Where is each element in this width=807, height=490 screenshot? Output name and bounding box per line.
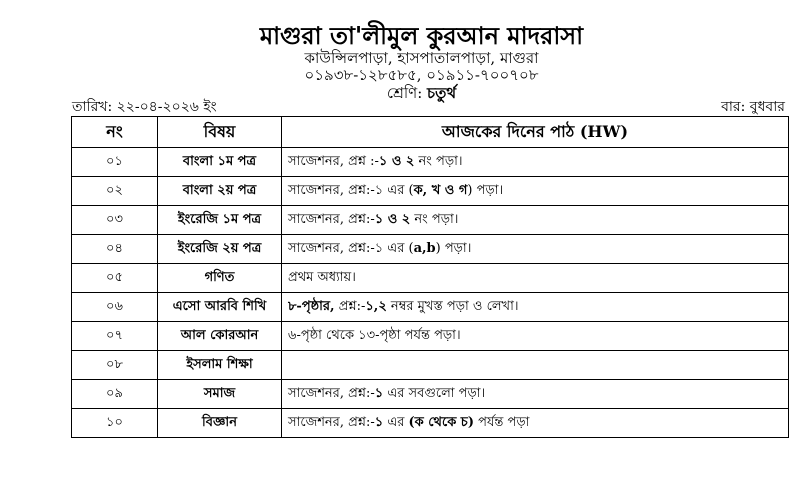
homework-text-segment: ১ [374, 385, 384, 401]
row-number: ০৬ [72, 293, 158, 322]
row-number: ০৮ [72, 351, 158, 380]
subject-cell: গণিত [158, 264, 282, 293]
homework-text-segment: নং পড়া। [414, 153, 463, 169]
homework-cell [282, 177, 789, 206]
homework-text-segment: সাজেশনর, প্রশ্ন:-১ এর ( [288, 182, 414, 198]
row-number: ০৩ [72, 206, 158, 235]
homework-cell [282, 293, 789, 322]
subject-cell: সমাজ [158, 380, 282, 409]
table-row [72, 409, 789, 438]
homework-text-segment: ১ [374, 414, 384, 430]
subject-cell: ইংরেজি ১ম পত্র [158, 206, 282, 235]
row-number: ০৪ [72, 235, 158, 264]
homework-cell [282, 380, 789, 409]
madrasa-title: মাগুরা তা'লীমুল কুরআন মাদরাসা [259, 21, 584, 50]
homework-text-segment: প্রশ্ন:- [334, 298, 366, 314]
homework-text-segment: a,b [413, 240, 436, 256]
class-value: চতুর্থ [427, 84, 457, 102]
table-row [72, 235, 789, 264]
table-row [72, 322, 789, 351]
homework-text-segment: প্রথম অধ্যায়। [288, 269, 356, 285]
homework-text-segment: ক, খ ও গ [413, 182, 468, 198]
table-row [72, 206, 789, 235]
homework-text-segment: ৮-পৃষ্ঠার, [288, 298, 335, 314]
homework-text-segment: (ক থেকে চ) [408, 414, 474, 430]
homework-text-segment: ১ ও ২ [374, 211, 411, 227]
homework-text-segment: সাজেশনর, প্রশ্ন:- [288, 414, 375, 430]
date-text: তারিখ: ২২-০৪-২০২৬ ইং [72, 99, 217, 115]
homework-text-segment: সাজেশনর, প্রশ্ন:-১ এর ( [288, 240, 414, 256]
homework-text-segment: এর [383, 414, 409, 430]
subject-cell: বাংলা ১ম পত্র [158, 148, 282, 177]
table-row [72, 380, 789, 409]
class-label: শ্রেণি: [386, 84, 423, 102]
subject-cell: এসো আরবি শিখি [158, 293, 282, 322]
homework-cell [282, 235, 789, 264]
row-number: ০১ [72, 148, 158, 177]
homework-cell [282, 264, 789, 293]
letterhead [0, 22, 807, 102]
homework-cell [282, 409, 789, 438]
subject-cell: ইংরেজি ২য় পত্র [158, 235, 282, 264]
row-number: ০৯ [72, 380, 158, 409]
homework-text-segment: ১,২ [365, 298, 387, 314]
homework-cell [282, 322, 789, 351]
address: কাউন্সিলপাড়া, হাসপাতালপাড়া, মাগুরা [304, 49, 539, 67]
homework-text-segment: নম্বর মুখস্ত পড়া ও লেখা। [386, 298, 519, 314]
row-number: ০৫ [72, 264, 158, 293]
homework-cell [282, 148, 789, 177]
homework-text-segment: ) পড়া। [435, 240, 472, 256]
table-row [72, 177, 789, 206]
row-number: ০২ [72, 177, 158, 206]
homework-text-segment: ১ ও ২ [378, 153, 415, 169]
subject-cell: বিজ্ঞান [158, 409, 282, 438]
table-header-row [72, 117, 789, 148]
subject-cell: আল কোরআন [158, 322, 282, 351]
homework-text-segment: সাজেশনর, প্রশ্ন:- [288, 211, 375, 227]
phone-numbers: ০১৯৩৮-১২৮৫৮৫, ০১৯১১-৭০০৭০৮ [304, 66, 539, 84]
table-row [72, 351, 789, 380]
table-row [72, 264, 789, 293]
column-header-no: নং [72, 117, 158, 148]
homework-text-segment: পর্যন্ত পড়া [473, 414, 530, 430]
table-row [72, 293, 789, 322]
row-number: ০৭ [72, 322, 158, 351]
homework-cell [282, 206, 789, 235]
homework-text-segment: সাজেশনর, প্রশ্ন :- [288, 153, 379, 169]
day-text: বার: বুধবার [721, 99, 785, 115]
homework-cell [282, 351, 789, 380]
homework-text-segment: ৬-পৃষ্ঠা থেকে ১৩-পৃষ্ঠা পর্যন্ত পড়া। [288, 327, 461, 343]
homework-text-segment: ) পড়া। [467, 182, 504, 198]
homework-text-segment: নং পড়া। [410, 211, 459, 227]
subject-cell: ইসলাম শিক্ষা [158, 351, 282, 380]
row-number: ১০ [72, 409, 158, 438]
table-row [72, 148, 789, 177]
subject-cell: বাংলা ২য় পত্র [158, 177, 282, 206]
column-header-subject: বিষয় [158, 117, 282, 148]
column-header-homework: আজকের দিনের পাঠ (HW) [282, 117, 789, 148]
homework-table [71, 116, 789, 438]
homework-text-segment: এর সবগুলো পড়া। [383, 385, 486, 401]
homework-text-segment: সাজেশনর, প্রশ্ন:- [288, 385, 375, 401]
